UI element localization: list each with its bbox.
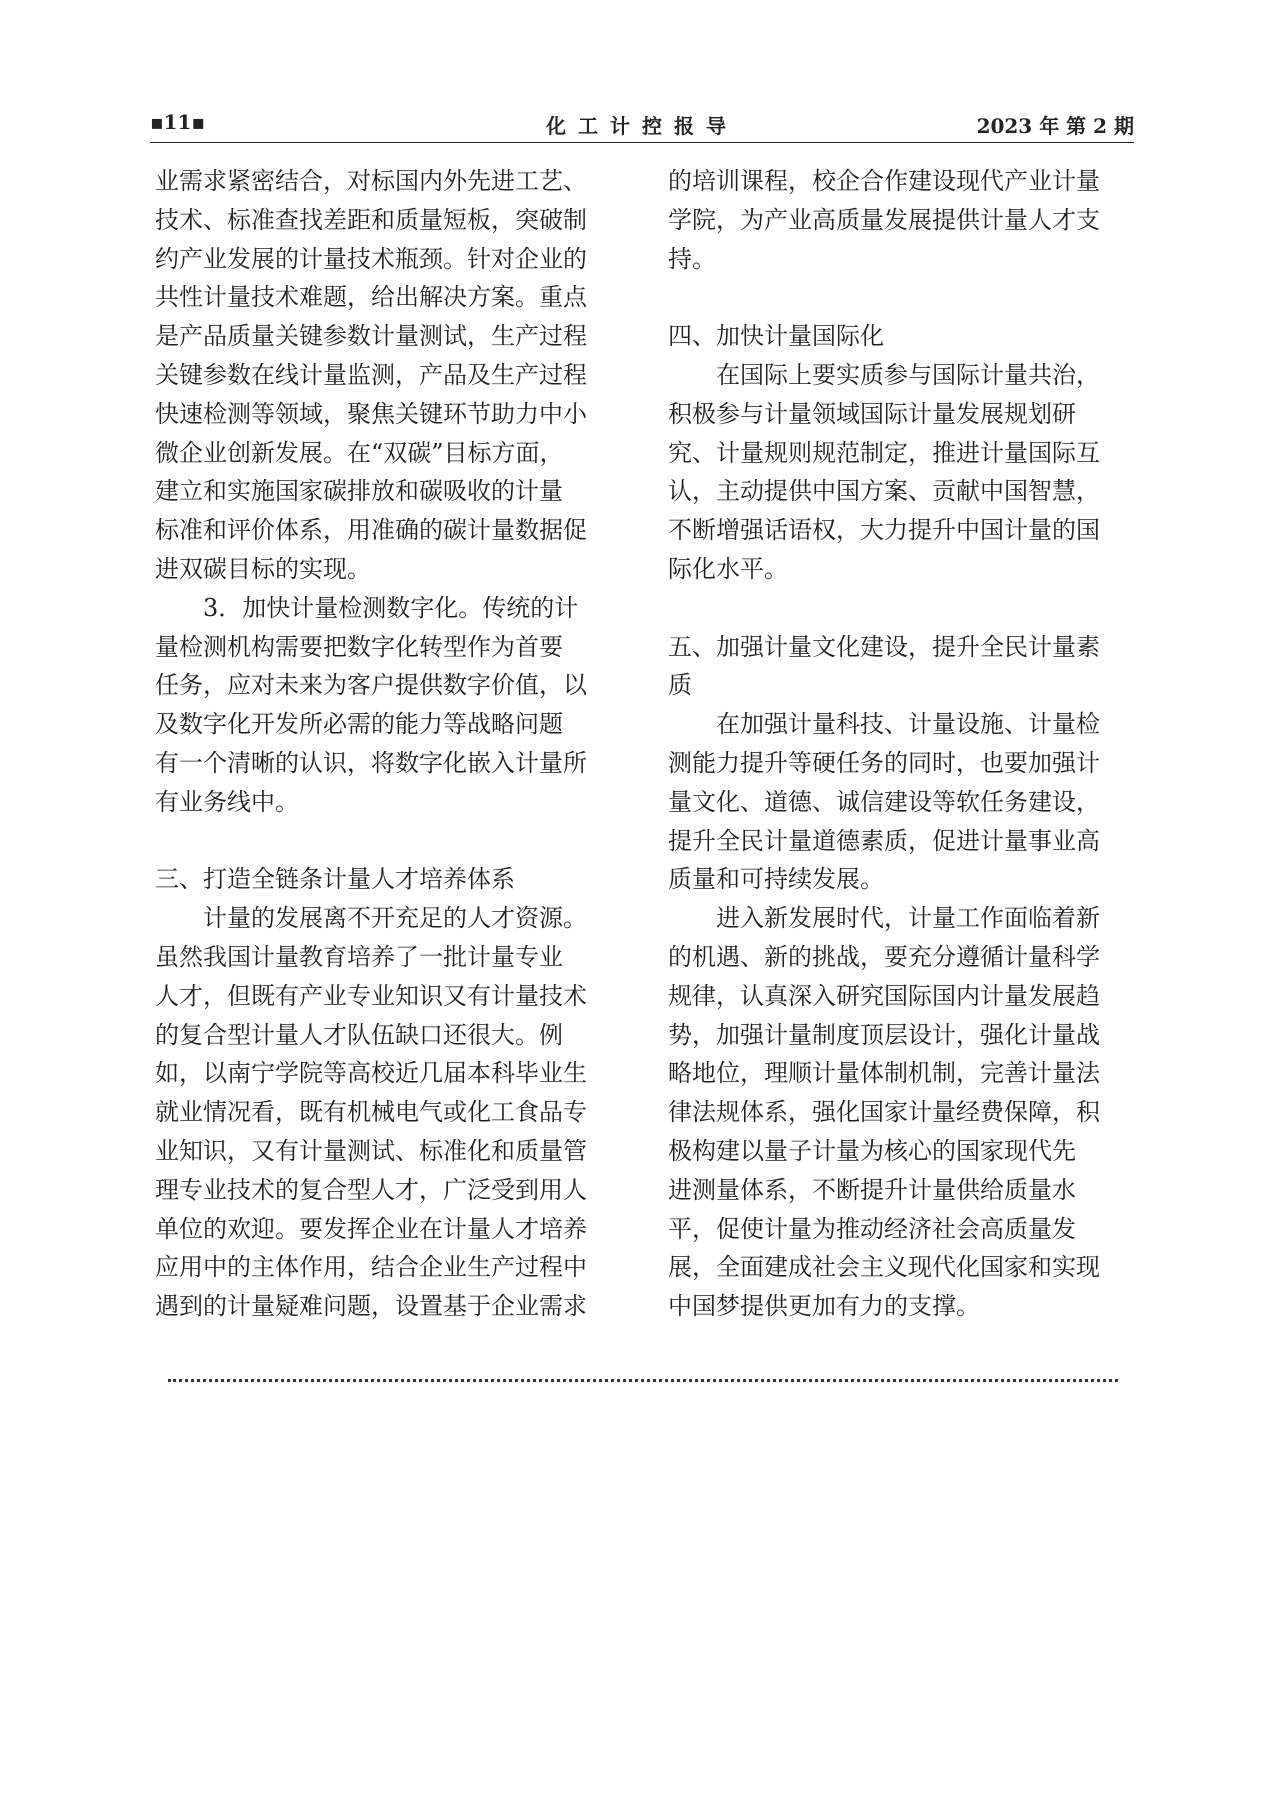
text-line: 有一个清晰的认识，将数字化嵌入计量所 (155, 748, 587, 777)
section-heading: 质 (668, 671, 692, 700)
text-line: 律法规体系，强化国家计量经费保障，积 (668, 1098, 1100, 1127)
journal-title: 化工计控报导 (546, 114, 738, 138)
section-heading: 三、打造全链条计量人才培养体系 (155, 865, 515, 894)
text-line: 在国际上要实质参与国际计量共治， (668, 360, 1100, 389)
text-line: 积极参与计量领域国际计量发展规划研 (668, 399, 1076, 428)
text-line: 际化水平。 (668, 554, 788, 583)
text-line: 质量和可持续发展。 (668, 865, 884, 894)
left-column (155, 162, 617, 1326)
text-line: 学院，为产业高质量发展提供计量人才支 (668, 205, 1100, 234)
text-line: 人才，但既有产业专业知识又有计量技术 (155, 981, 587, 1010)
dotted-divider (168, 1379, 1118, 1382)
text-line: 测能力提升等硬任务的同时，也要加强计 (668, 748, 1100, 777)
text-line: 平，促使计量为推动经济社会高质量发 (668, 1214, 1076, 1243)
text-line: 提升全民计量道德素质，促进计量事业高 (668, 826, 1100, 855)
text-line: 究、计量规则规范制定，推进计量国际互 (668, 438, 1100, 467)
text-line: 关键参数在线计量监测，产品及生产过程 (155, 360, 587, 389)
text-line: 势，加强计量制度顶层设计，强化计量战 (668, 1020, 1100, 1049)
text-line: 略地位，理顺计量体制机制，完善计量法 (668, 1059, 1100, 1088)
text-line: 量检测机构需要把数字化转型作为首要 (155, 632, 563, 661)
text-line: 极构建以量子计量为核心的国家现代先 (668, 1136, 1076, 1165)
text-line: 中国梦提供更加有力的支撑。 (668, 1292, 980, 1321)
text-line: 及数字化开发所必需的能力等战略问题 (155, 710, 563, 739)
running-header (150, 106, 1134, 143)
text-line: 3．加快计量检测数字化。传统的计 (155, 593, 579, 622)
text-line: 不断增强话语权，大力提升中国计量的国 (668, 516, 1100, 545)
text-line: 有业务线中。 (155, 787, 299, 816)
text-line: 如，以南宁学院等高校近几届本科毕业生 (155, 1059, 587, 1088)
text-line: 微企业创新发展。在“双碳”目标方面， (155, 438, 564, 467)
text-line: 持。 (668, 244, 716, 273)
text-line: 标准和评价体系，用准确的碳计量数据促 (155, 516, 587, 545)
text-line: 的机遇、新的挑战，要充分遵循计量科学 (668, 942, 1100, 971)
text-line: 的复合型计量人才队伍缺口还很大。例 (155, 1020, 563, 1049)
section-heading: 四、加快计量国际化 (668, 322, 884, 351)
text-line: 规律，认真深入研究国际国内计量发展趋 (668, 981, 1100, 1010)
paragraph-gap (155, 822, 617, 861)
issue-label: 2023 年 第 2 期 (976, 114, 1134, 138)
text-line: 遇到的计量疑难问题，设置基于企业需求 (155, 1292, 587, 1321)
text-line: 技术、标准查找差距和质量短板，突破制 (155, 205, 587, 234)
text-line: 是产品质量关键参数计量测试，生产过程 (155, 322, 587, 351)
text-line: 共性计量技术难题，给出解决方案。重点 (155, 283, 587, 312)
text-line: 进入新发展时代，计量工作面临着新 (668, 904, 1100, 933)
text-line: 进双碳目标的实现。 (155, 554, 371, 583)
text-line: 量文化、道德、诚信建设等软任务建设， (668, 787, 1100, 816)
text-line: 业需求紧密结合，对标国内外先进工艺、 (155, 167, 587, 195)
text-line: 展，全面建成社会主义现代化国家和实现 (668, 1253, 1100, 1282)
text-line: 任务，应对未来为客户提供数字价值，以 (155, 671, 587, 700)
text-line: 建立和实施国家碳排放和碳吸收的计量 (155, 477, 563, 506)
page-number: ▪11▪ (150, 110, 205, 134)
section-heading: 五、加强计量文化建设，提升全民计量素 (668, 632, 1100, 661)
paragraph-gap (668, 589, 1130, 628)
text-line: 快速检测等领域，聚焦关键环节助力中小 (155, 399, 587, 428)
text-line: 业知识，又有计量测试、标准化和质量管 (155, 1136, 587, 1165)
text-line: 虽然我国计量教育培养了一批计量专业 (155, 942, 563, 971)
text-line: 计量的发展离不开充足的人才资源。 (155, 904, 587, 933)
text-line: 应用中的主体作用，结合企业生产过程中 (155, 1253, 587, 1282)
right-column (668, 162, 1130, 1326)
text-line: 在加强计量科技、计量设施、计量检 (668, 710, 1100, 739)
text-line: 约产业发展的计量技术瓶颈。针对企业的 (155, 244, 587, 273)
text-line: 单位的欢迎。要发挥企业在计量人才培养 (155, 1214, 587, 1243)
paragraph-gap (668, 278, 1130, 317)
text-line: 理专业技术的复合型人才，广泛受到用人 (155, 1175, 587, 1204)
text-line: 就业情况看，既有机械电气或化工食品专 (155, 1098, 587, 1127)
text-line: 进测量体系，不断提升计量供给质量水 (668, 1175, 1076, 1204)
text-line: 认，主动提供中国方案、贡献中国智慧， (668, 477, 1100, 506)
text-line: 的培训课程，校企合作建设现代产业计量 (668, 167, 1100, 195)
